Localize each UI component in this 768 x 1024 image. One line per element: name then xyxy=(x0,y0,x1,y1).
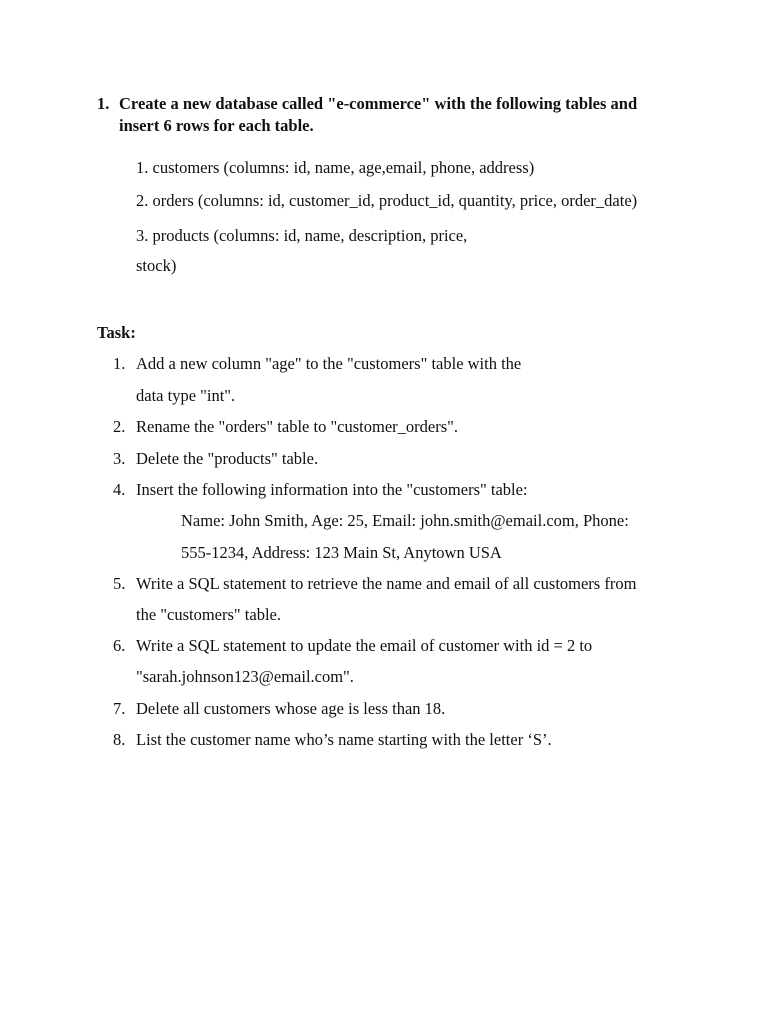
task-item-number: 5. xyxy=(113,574,126,593)
table-products-cont: stock) xyxy=(136,256,177,275)
task-item-number: 4. xyxy=(113,480,126,499)
table-customers: 1. customers (columns: id, name, age,email, phone, address) xyxy=(136,158,535,177)
task-item-text: Write a SQL statement to retrieve the name and email of all customers from xyxy=(136,574,637,593)
task-item-number: 3. xyxy=(113,449,126,468)
task-item-text-cont: the "customers" table. xyxy=(136,605,281,624)
task-item-number: 7. xyxy=(113,699,126,718)
heading-line-1: Create a new database called "e-commerce" with the following tables and xyxy=(119,94,638,113)
table-products: 3. products (columns: id, name, description, price, xyxy=(136,226,468,245)
customer-info-line-2: 555-1234, Address: 123 Main St, Anytown USA xyxy=(181,543,502,562)
heading-line-2: insert 6 rows for each table. xyxy=(119,116,314,135)
customer-info-line-1: Name: John Smith, Age: 25, Email: john.smith@email.com, Phone: xyxy=(181,511,629,530)
heading-number: 1. xyxy=(97,94,110,113)
task-item-number: 6. xyxy=(113,636,126,655)
task-item-text: Insert the following information into the "customers" table: xyxy=(136,480,528,499)
task-item-number: 8. xyxy=(113,730,126,749)
task-item-text: Delete all customers whose age is less than 18. xyxy=(136,699,446,718)
task-item-number: 2. xyxy=(113,417,126,436)
task-item-text: List the customer name who’s name starting with the letter ‘S’. xyxy=(136,730,552,749)
task-item-text-cont: "sarah.johnson123@email.com". xyxy=(136,667,354,686)
task-item-text-cont: data type "int". xyxy=(136,386,236,405)
task-item-text: Delete the "products" table. xyxy=(136,449,319,468)
task-item-text: Rename the "orders" table to "customer_orders". xyxy=(136,417,459,436)
task-title: Task: xyxy=(97,323,136,342)
task-item-number: 1. xyxy=(113,354,126,373)
table-orders: 2. orders (columns: id, customer_id, product_id, quantity, price, order_date) xyxy=(136,191,638,210)
task-item-text: Write a SQL statement to update the email of customer with id = 2 to xyxy=(136,636,593,655)
task-item-text: Add a new column "age" to the "customers" table with the xyxy=(136,354,522,373)
